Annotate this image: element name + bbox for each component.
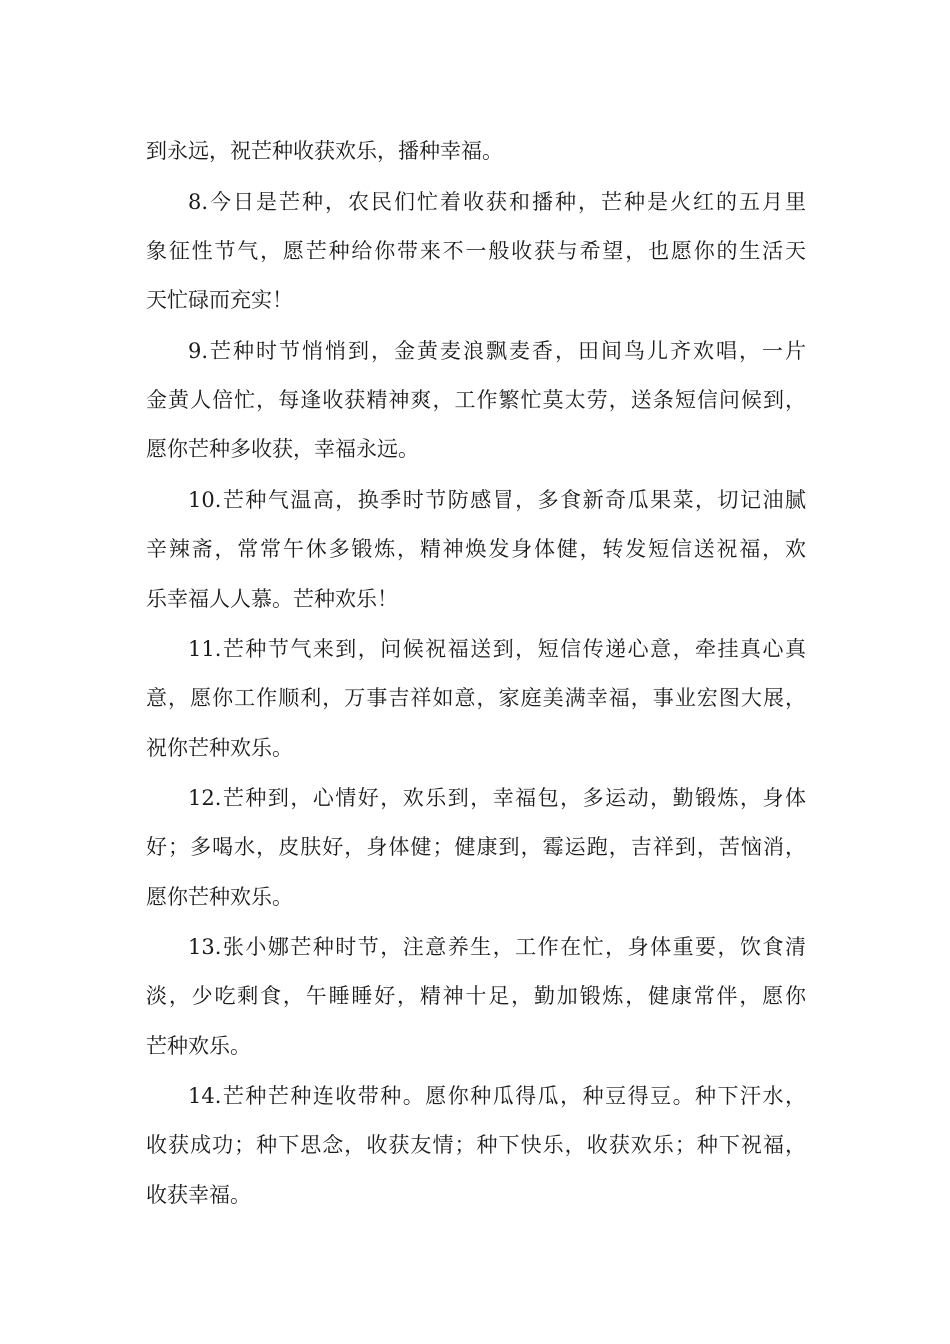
- paragraph-10-line-1: 10.芒种气温高，换季时节防感冒，多食新奇瓜果菜，切记油腻: [188, 488, 806, 512]
- paragraph-13-line-1: 13.张小娜芒种时节，注意养生，工作在忙，身体重要，饮食清: [188, 935, 806, 959]
- paragraph-9-line-1: 9.芒种时节悄悄到，金黄麦浪飘麦香，田间鸟儿齐欢唱，一片: [188, 339, 806, 363]
- paragraph-12-line-3: 愿你芒种欢乐。: [146, 885, 293, 909]
- paragraph-7-line-3: 到永远，祝芒种收获欢乐，播种幸福。: [146, 139, 503, 163]
- paragraph-14-line-1: 14.芒种芒种连收带种。愿你种瓜得瓜，种豆得豆。种下汗水，: [188, 1084, 806, 1108]
- paragraph-10-line-2: 辛辣斋，常常午休多锻炼，精神焕发身体健，转发短信送祝福，欢: [146, 537, 806, 561]
- paragraph-8-line-2: 象征性节气，愿芒种给你带来不一般收获与希望，也愿你的生活天: [146, 239, 806, 263]
- paragraph-13-line-3: 芒种欢乐。: [146, 1034, 251, 1058]
- paragraph-12-line-1: 12.芒种到，心情好，欢乐到，幸福包，多运动，勤锻炼，身体: [188, 786, 806, 810]
- paragraph-12-line-2: 好；多喝水，皮肤好，身体健；健康到，霉运跑，吉祥到，苦恼消，: [146, 835, 806, 859]
- paragraph-13-line-2: 淡，少吃剩食，午睡睡好，精神十足，勤加锻炼，健康常伴，愿你: [146, 984, 806, 1008]
- paragraph-9-line-3: 愿你芒种多收获，幸福永远。: [146, 437, 419, 461]
- paragraph-8-line-1: 8.今日是芒种，农民们忙着收获和播种，芒种是火红的五月里: [188, 190, 806, 214]
- paragraph-10-line-3: 乐幸福人人慕。芒种欢乐！: [146, 587, 398, 611]
- paragraph-14-line-2: 收获成功；种下思念，收获友情；种下快乐，收获欢乐；种下祝福，: [146, 1133, 806, 1157]
- paragraph-11-line-2: 意，愿你工作顺利，万事吉祥如意，家庭美满幸福，事业宏图大展，: [146, 686, 806, 710]
- paragraph-8-line-3: 天忙碌而充实！: [146, 288, 293, 312]
- paragraph-9-line-2: 金黄人倍忙，每逢收获精神爽，工作繁忙莫太劳，送条短信问候到，: [146, 388, 806, 412]
- paragraph-11-line-1: 11.芒种节气来到，问候祝福送到，短信传递心意，牵挂真心真: [188, 637, 806, 661]
- paragraph-11-line-3: 祝你芒种欢乐。: [146, 736, 293, 760]
- paragraph-14-line-3: 收获幸福。: [146, 1183, 251, 1207]
